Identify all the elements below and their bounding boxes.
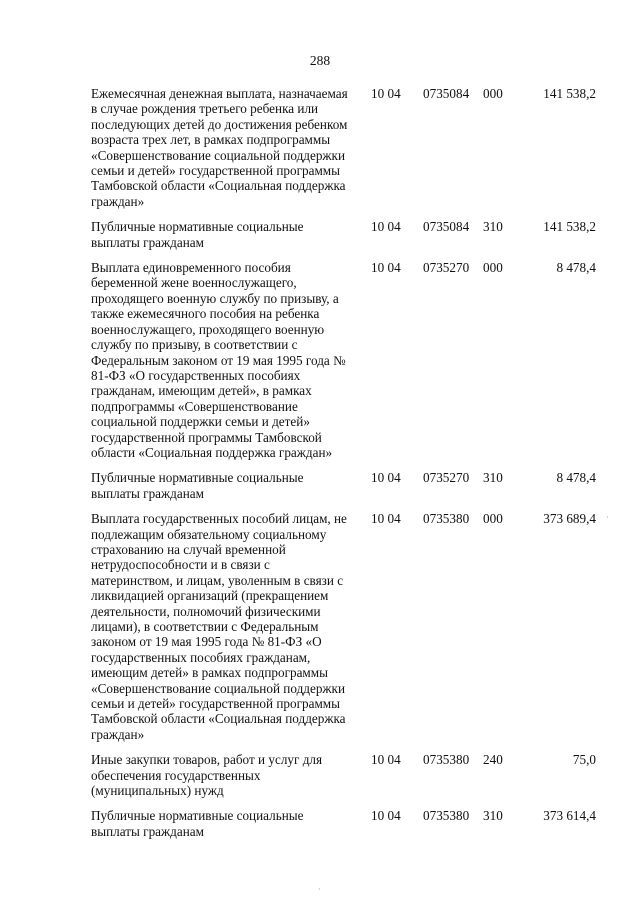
row-kind: 000: [483, 86, 503, 101]
row-section: 10 04: [371, 219, 401, 235]
row-name-cell: [91, 808, 358, 849]
row-target: 0735084: [423, 86, 470, 101]
row-name: Публичные нормативные социальные выплаты гражданам: [91, 808, 304, 839]
row-kind: 310: [483, 808, 503, 824]
page-number: 288: [309, 53, 331, 68]
row-kind: 000: [483, 260, 503, 276]
row-target: 0735380: [423, 808, 470, 824]
row-name-cell: [91, 219, 358, 260]
row-name-cell: [91, 86, 358, 219]
scan-speck: ·: [318, 885, 321, 894]
row-target: 0735270: [423, 470, 470, 486]
table-row: [91, 752, 596, 808]
row-section: 10 04: [371, 511, 401, 527]
row-name: Выплата государственных пособий лицам, не подлежащим обязательному социальному страхованию на случай временной нетрудоспособности и в связи с материнством, и лицам, уволенным в связи с ликвидацией организаций (прекращением деятельности, полномочий физическими лицами), в соответствии с Федеральным законом от 19 мая 1995 года № 81-ФЗ «О государственных пособиях гражданам, имеющим детей» в рамках подпрограммы «Совершенствование социальной поддержки семьи и детей» государственной программы Тамбовской области «Социальная поддержка граждан»: [91, 511, 347, 742]
table-row: [91, 470, 596, 511]
scan-speck: ·: [606, 513, 609, 522]
table-row: [91, 260, 596, 470]
table-row: [91, 86, 596, 219]
row-name: Выплата единовременного пособия беременной жене военнослужащего, проходящего военную службу по призыву, а также ежемесячного пособия на ребенка военнослужащего, проходящего военную службу по призыву, в соответствии с Федеральным законом от 19 мая 1995 года № 81-ФЗ «О государственных пособиях гражданам, имеющим детей», в рамках подпрограммы «Совершенствование социальной поддержки семьи и детей» государственной программы Тамбовской области «Социальная поддержка граждан»: [91, 260, 346, 460]
row-amount: 373 614,4: [543, 808, 596, 824]
row-name-cell: [91, 260, 358, 470]
row-amount: 75,0: [572, 752, 596, 768]
row-section: 10 04: [371, 752, 401, 768]
row-kind: 240: [483, 752, 503, 768]
row-name-cell: [91, 511, 358, 752]
row-kind: 000: [483, 511, 503, 527]
row-kind: 310: [483, 470, 503, 486]
row-section: 10 04: [371, 260, 401, 276]
row-name-cell: [91, 470, 358, 511]
row-section: 10 04: [371, 86, 401, 101]
row-name: Ежемесячная денежная выплата, назначаемая в случае рождения третьего ребенка или последующих детей до достижения ребенком возраста трех лет, в рамках подпрограммы «Совершенствование социальной поддержки семьи и детей» государственной программы Тамбовской области «Социальная поддержка граждан»: [91, 86, 348, 209]
table-row: [91, 219, 596, 260]
row-name: Иные закупки товаров, работ и услуг для обеспечения государственных (муниципальных) нужд: [91, 752, 323, 799]
row-name: Публичные нормативные социальные выплаты гражданам: [91, 470, 304, 501]
row-name: Публичные нормативные социальные выплаты гражданам: [91, 219, 304, 250]
row-target: 0735380: [423, 752, 470, 768]
row-amount: 8 478,4: [556, 470, 596, 486]
row-section: 10 04: [371, 470, 401, 486]
row-target: 0735084: [423, 219, 470, 235]
row-amount: 8 478,4: [556, 260, 596, 276]
budget-table: [91, 86, 596, 849]
table-row: [91, 808, 596, 849]
row-name-cell: [91, 752, 358, 808]
row-amount: 141 538,2: [543, 219, 596, 235]
row-kind: 310: [483, 219, 503, 235]
row-section: 10 04: [371, 808, 401, 824]
row-target: 0735380: [423, 511, 470, 527]
row-amount: 141 538,2: [543, 86, 596, 101]
row-amount: 373 689,4: [543, 511, 596, 527]
row-target: 0735270: [423, 260, 470, 276]
table-row: [91, 511, 596, 752]
